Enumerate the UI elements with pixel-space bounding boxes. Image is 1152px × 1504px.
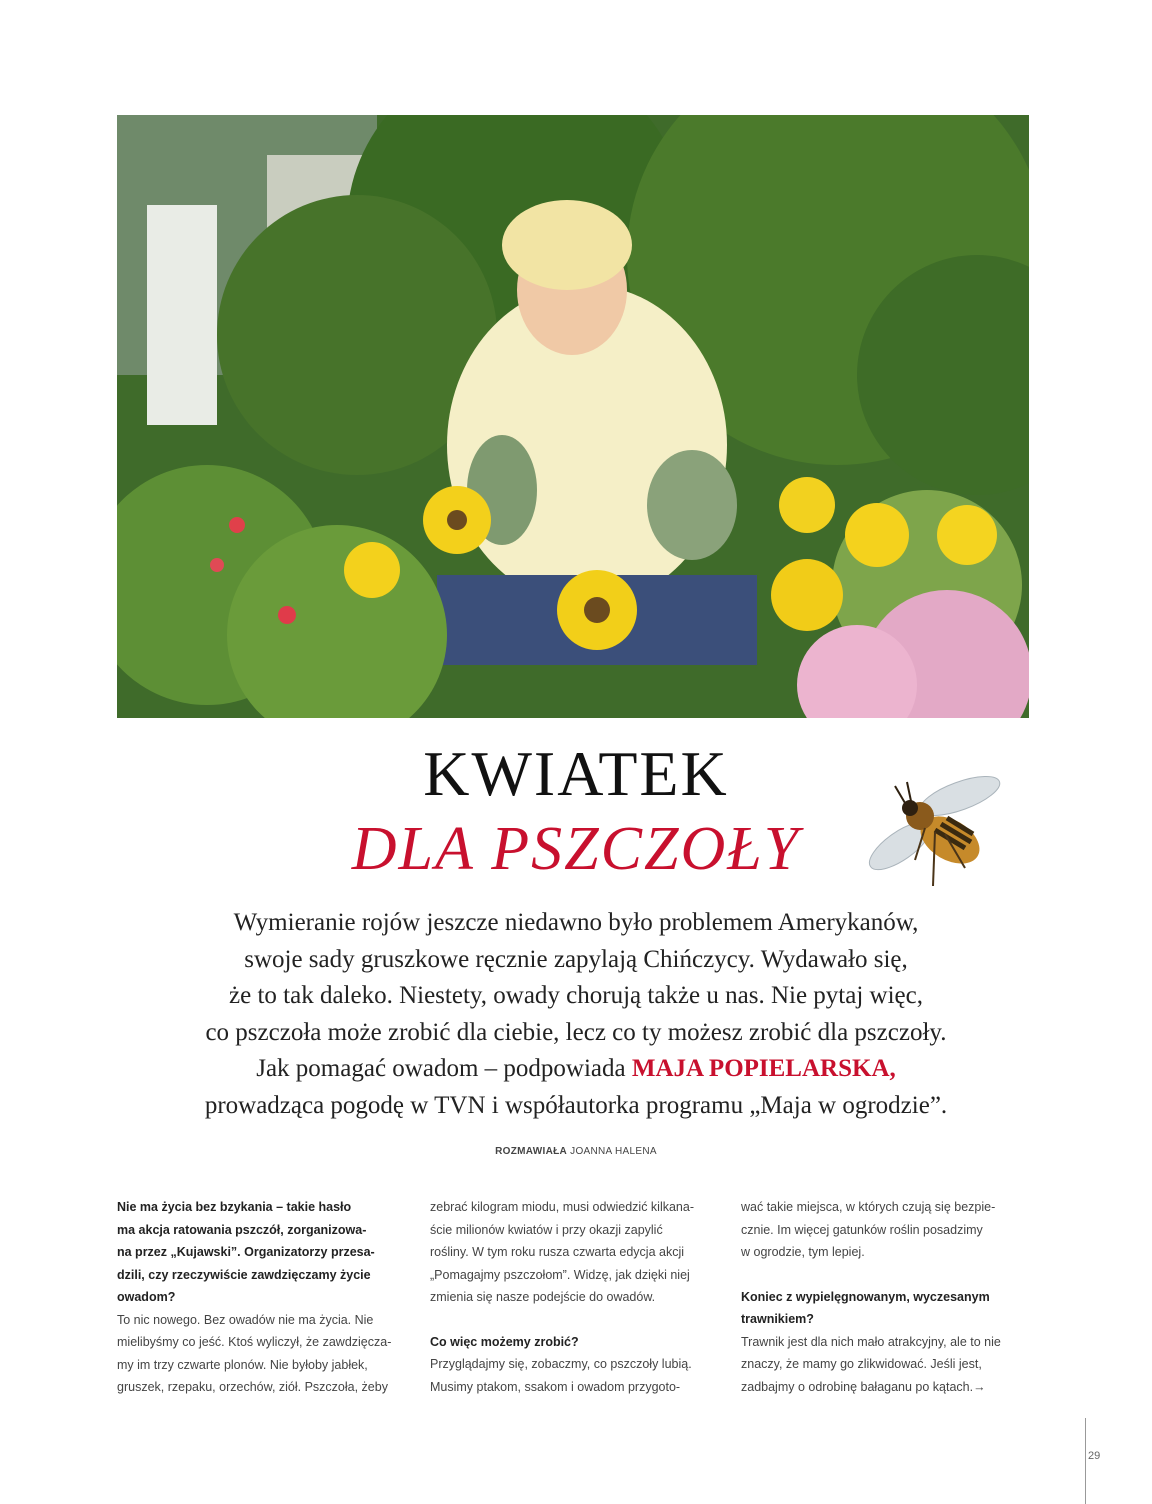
column-1 (117, 1196, 407, 1399)
answer-line: w ogrodzie, tym lepiej. (741, 1245, 865, 1259)
answer-line: wać takie miejsca, w których czują się bezpie- (741, 1200, 996, 1214)
question-line: na przez „Kujawski”. Organizatorzy przesa- (117, 1245, 375, 1259)
answer-line: zebrać kilogram miodu, musi odwiedzić kilkana- (430, 1200, 694, 1214)
answer-line: Musimy ptakom, ssakom i owadom przygoto- (430, 1379, 681, 1394)
answer-line: my im trzy czwarte plonów. Nie byłoby jabłek, (117, 1357, 368, 1372)
answer-line: zadbajmy o odrobinę bałaganu po kątach.→ (741, 1379, 986, 1394)
question-line: Koniec z wypielęgnowanym, wyczesanym (741, 1289, 990, 1304)
byline-author: JOANNA HALENA (570, 1146, 657, 1157)
article-title: KWIATEK (423, 738, 729, 809)
answer-line: „Pomagajmy pszczołom”. Widzę, jak dzięki niej (430, 1267, 690, 1282)
interviewee-name: MAJA POPIELARSKA, (631, 1055, 896, 1082)
answer-line: mielibyśmy co jeść. Ktoś wyliczył, że zawdzięcza- (117, 1335, 392, 1349)
lead-paragraph (120, 905, 1032, 1124)
answer-line: To nic nowego. Bez owadów nie ma życia. Nie (117, 1312, 374, 1327)
hero-photo (117, 115, 1029, 718)
spacer (430, 1309, 720, 1331)
answer-line: znaczy, że mamy go zlikwidować. Jeśli jest, (741, 1357, 982, 1371)
page-divider (1085, 1418, 1086, 1504)
answer-line: gruszek, rzepaku, orzechów, ziół. Pszczoła, żeby (117, 1380, 388, 1394)
spacer (741, 1264, 1031, 1286)
answer-line: rośliny. W tym roku rusza czwarta edycja akcji (430, 1245, 684, 1259)
answer-line: ście milionów kwiatów i przy okazji zapylić (430, 1222, 663, 1237)
question-line: dzili, czy rzeczywiście zawdzięczamy życie (117, 1267, 371, 1282)
question-line: trawnikiem? (741, 1312, 814, 1326)
byline (0, 1146, 1152, 1157)
answer-line: Przyglądajmy się, zobaczmy, co pszczoły lubią. (430, 1357, 692, 1371)
byline-label: ROZMAWIAŁA (495, 1146, 568, 1157)
question-line: ma akcja ratowania pszczół, zorganizowa- (117, 1222, 367, 1237)
article-subtitle: DLA PSZCZOŁY (351, 815, 801, 883)
question-line: Nie ma życia bez bzykania – takie hasło (117, 1200, 352, 1214)
page-number: 29 (1088, 1450, 1101, 1462)
lead-line: prowadząca pogodę w TVN i współautorka programu „Maja w ogrodzie”. (204, 1091, 948, 1119)
answer-line: cznie. Im więcej gatunków roślin posadzimy (741, 1222, 983, 1237)
lead-line: Wymieranie rojów jeszcze niedawno było problemem Amerykanów, (233, 909, 919, 936)
lead-line: swoje sady gruszkowe ręcznie zapylają Chińczycy. Wydawało się, (244, 945, 908, 973)
question-line: Co więc możemy zrobić? (430, 1334, 579, 1349)
bee-illustration (855, 768, 1005, 898)
lead-line-text: Jak pomagać owadom – podpowiada (256, 1055, 632, 1082)
lead-line: co pszczoła może zrobić dla ciebie, lecz co ty możesz zrobić dla pszczoły. (205, 1018, 947, 1046)
lead-line: że to tak daleko. Niestety, owady chorują także u nas. Nie pytaj więc, (229, 982, 923, 1009)
question-line: owadom? (117, 1290, 176, 1304)
answer-line: zmienia się nasze podejście do owadów. (430, 1290, 656, 1304)
column-2 (430, 1196, 720, 1398)
column-3 (741, 1196, 1031, 1398)
lead-line (120, 1051, 1032, 1088)
answer-line: Trawnik jest dla nich mało atrakcyjny, ale to nie (741, 1334, 1001, 1349)
